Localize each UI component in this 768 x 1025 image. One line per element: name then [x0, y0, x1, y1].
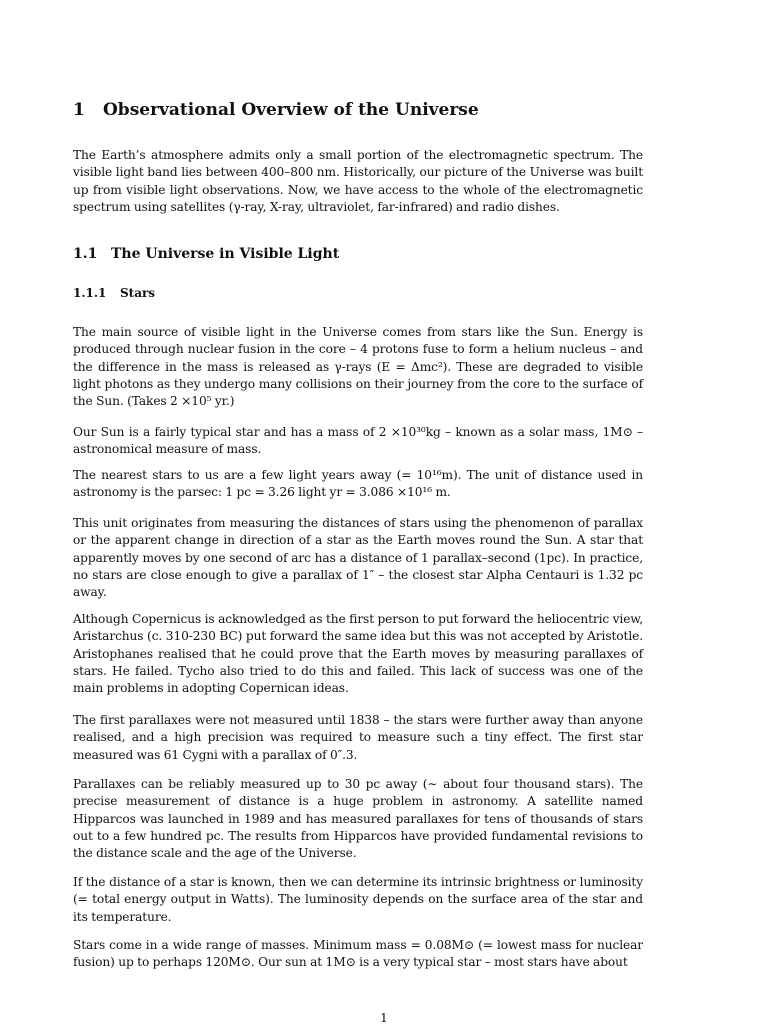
subsubsection-number: 1.1.1 — [73, 286, 107, 300]
section-number: 1 — [73, 100, 85, 120]
paragraph: Stars come in a wide range of masses. Minimum mass = 0.08M⊙ (= lowest mass for nuclear fusion) up to perhaps 120M⊙. Our sun at 1M⊙ is a very typical star – most stars have about — [73, 938, 643, 970]
page-number: 1 — [380, 1011, 388, 1025]
subsection-heading — [73, 246, 339, 262]
subsection-number: 1.1 — [73, 246, 98, 262]
section-title: Observational Overview of the Universe — [103, 100, 479, 120]
paragraph: Although Copernicus is acknowledged as the first person to put forward the heliocentric view, Aristarchus (c. 310-230 BC) put forward the same idea but this was not accepted by Aristotle. Aristophanes realised that he could prove that the Earth moves by measuring parallaxes of stars. He failed. Tycho also tried to do this and failed. This lack of success was one of the main problems in adopting Copernican ideas. — [73, 612, 643, 696]
paragraph: The nearest stars to us are a few light years away (= 10¹⁶m). The unit of distance used in astronomy is the parsec: 1 pc = 3.26 light yr = 3.086 ×10¹⁶ m. — [73, 468, 643, 500]
subsubsection-heading — [73, 286, 155, 300]
paragraph: Parallaxes can be reliably measured up to 30 pc away (∼ about four thousand stars). The precise measurement of distance is a huge problem in astronomy. A satellite named Hipparcos was launched in 1989 and has measured parallaxes for tens of thousands of stars out to a few hundred pc. The results from Hipparcos have provided fundamental revisions to the distance scale and the age of the Universe. — [73, 777, 643, 861]
subsubsection-title: Stars — [120, 286, 156, 300]
paragraph: This unit originates from measuring the distances of stars using the phenomenon of parallax or the apparent change in direction of a star as the Earth moves round the Sun. A star that apparently moves by one second of arc has a distance of 1 parallax–second (1pc). In practice, no stars are close enough to give a parallax of 1″ – the closest star Alpha Centauri is 1.32 pc away. — [73, 516, 643, 600]
paragraph: The main source of visible light in the Universe comes from stars like the Sun. Energy is produced through nuclear fusion in the core – 4 protons fuse to form a helium nucleus – and the difference in the mass is released as γ-rays (E = Δmc²). These are degraded to visible light photons as they undergo many collisions on their journey from the core to the surface of the Sun. (Takes 2 ×10⁵ yr.) — [73, 325, 643, 409]
section-heading — [73, 100, 479, 120]
subsection-title: The Universe in Visible Light — [111, 246, 340, 262]
intro-paragraph: The Earth’s atmosphere admits only a small portion of the electromagnetic spectrum. The visible light band lies between 400–800 nm. Historically, our picture of the Universe was built up from visible light observations. Now, we have access to the whole of the electromagnetic spectrum using satellites (γ-ray, X-ray, ultraviolet, far-infrared) and radio dishes. — [73, 148, 643, 214]
paragraph: If the distance of a star is known, then we can determine its intrinsic brightness or luminosity (= total energy output in Watts). The luminosity depends on the surface area of the star and its temperature. — [73, 875, 643, 924]
paragraph: Our Sun is a fairly typical star and has a mass of 2 ×10³⁰kg – known as a solar mass, 1M⊙ – astronomical measure of mass. — [73, 425, 643, 457]
paragraph: The first parallaxes were not measured until 1838 – the stars were further away than anyone realised, and a high precision was required to measure such a tiny effect. The first star measured was 61 Cygni with a parallax of 0″.3. — [73, 713, 643, 762]
